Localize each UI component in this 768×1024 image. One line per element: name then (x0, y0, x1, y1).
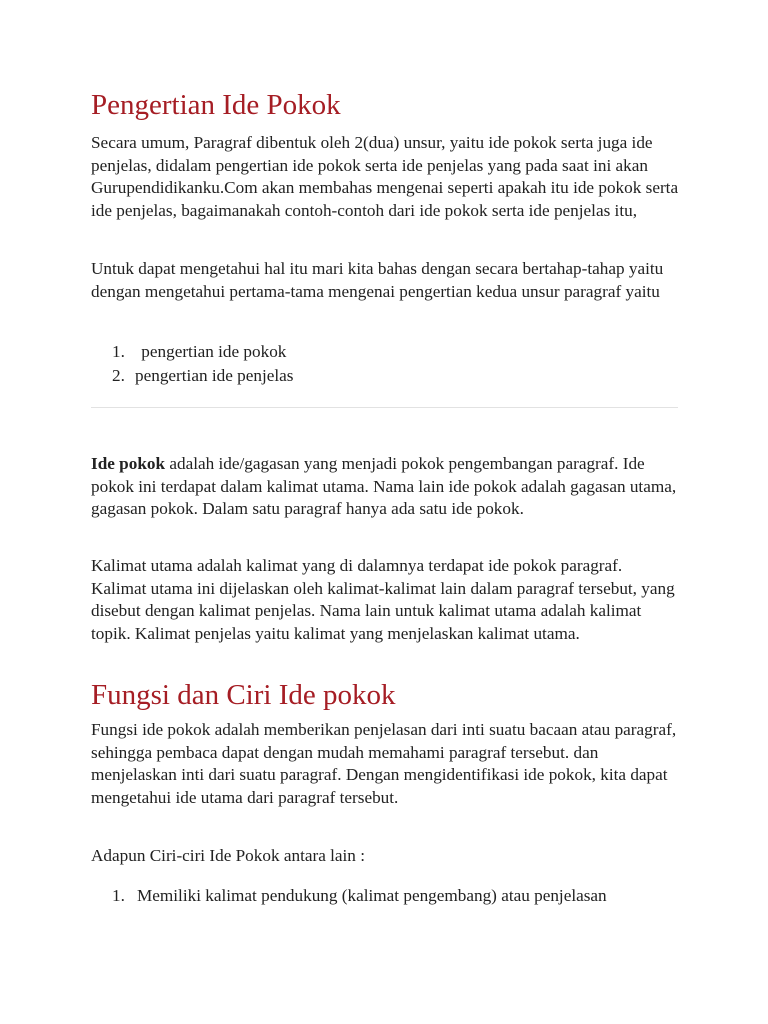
list-item (91, 365, 681, 388)
list-ciri-ide-pokok (91, 885, 681, 908)
list-text: pengertian ide pokok (137, 342, 287, 361)
paragraph-text: adalah ide/gagasan yang menjadi pokok pengembangan paragraf. Ide pokok ini terdapat dalam kalimat utama. Nama lain ide pokok adalah gagasan utama, gagasan pokok. Dalam satu paragraf hanya ada satu ide pokok. (91, 454, 677, 518)
list-number: 1. (112, 886, 125, 905)
paragraph-fungsi: Fungsi ide pokok adalah memberikan penjelasan dari inti suatu bacaan atau paragraf, sehingga pembaca dapat dengan mudah memahami paragraf tersebut. dan menjelaskan inti dari suatu paragraf. Dengan mengidentifikasi ide pokok, kita dapat mengetahui ide utama dari paragraf tersebut. (91, 720, 677, 807)
list-text: Memiliki kalimat pendukung (kalimat pengembang) atau penjelasan (137, 886, 607, 905)
paragraph-kalimat-utama: Kalimat utama adalah kalimat yang di dalamnya terdapat ide pokok paragraf. Kalimat utama ini dijelaskan oleh kalimat-kalimat lain dalam paragraf tersebut, yang disebut dengan kalimat penjelas. Nama lain untuk kalimat utama adalah kalimat topik. Kalimat penjelas yaitu kalimat yang menjelaskan kalimat utama. (91, 556, 675, 643)
paragraph-ide-pokok-definition (91, 453, 681, 521)
list-number: 2. (112, 365, 125, 385)
list-unsur-paragraf (91, 341, 681, 388)
list-text: pengertian ide penjelas (135, 365, 294, 385)
section-title-fungsi: Fungsi dan Ciri Ide pokok (91, 679, 396, 711)
paragraph-ciri-intro: Adapun Ciri-ciri Ide Pokok antara lain : (91, 846, 365, 865)
horizontal-divider (91, 407, 678, 408)
section-title-pengertian: Pengertian Ide Pokok (91, 89, 341, 121)
list-item (91, 341, 681, 364)
bold-term: Ide pokok (91, 454, 166, 473)
paragraph-intro-2: Untuk dapat mengetahui hal itu mari kita bahas dengan secara bertahap-tahap yaitu dengan mengetahui pertama-tama mengenai pengertian kedua unsur paragraf yaitu (91, 259, 664, 301)
list-number: 1. (112, 342, 125, 361)
paragraph-intro: Secara umum, Paragraf dibentuk oleh 2(dua) unsur, yaitu ide pokok serta juga ide penjelas, didalam pengertian ide pokok serta ide penjelas yang pada saat ini akan Gurupendidikanku.Com akan membahas mengenai seperti apakah itu ide pokok serta ide penjelas, bagaimanakah contoh-contoh dari ide pokok serta ide penjelas itu, (91, 133, 679, 220)
list-item (91, 885, 681, 908)
